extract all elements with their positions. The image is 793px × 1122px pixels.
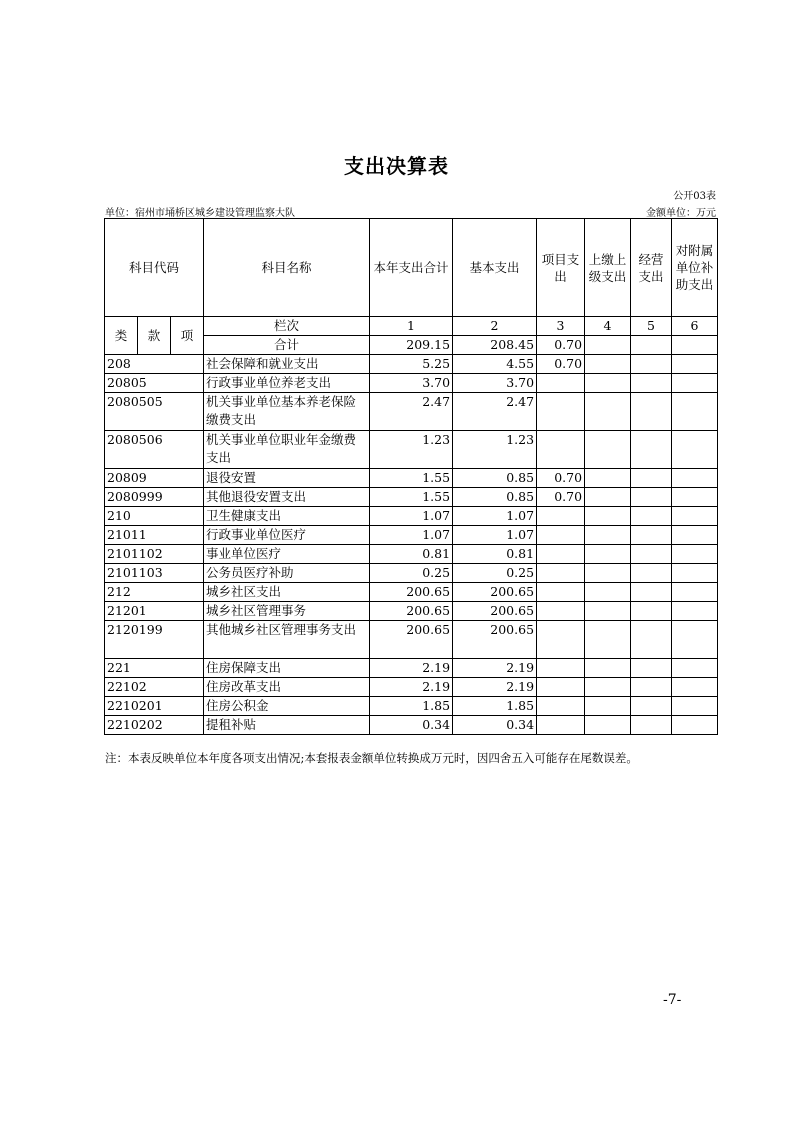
row-subsidy — [672, 431, 718, 469]
col-number-6: 6 — [672, 317, 718, 336]
row-code: 21011 — [105, 526, 204, 545]
row-subsidy — [672, 564, 718, 583]
row-business — [631, 488, 672, 507]
row-upper — [585, 678, 631, 697]
table-row — [105, 507, 718, 526]
row-name: 公务员医疗补助 — [204, 564, 370, 583]
total-total: 209.15 — [370, 336, 453, 355]
row-basic: 0.25 — [453, 564, 537, 583]
row-subsidy — [672, 507, 718, 526]
row-basic: 200.65 — [453, 583, 537, 602]
row-subsidy — [672, 583, 718, 602]
row-subsidy — [672, 621, 718, 659]
row-code: 22102 — [105, 678, 204, 697]
row-subsidy — [672, 488, 718, 507]
row-project — [537, 697, 585, 716]
row-basic: 2.19 — [453, 659, 537, 678]
table-row — [105, 545, 718, 564]
table-row — [105, 469, 718, 488]
row-project: 0.70 — [537, 469, 585, 488]
total-subsidy — [672, 336, 718, 355]
row-project — [537, 602, 585, 621]
row-name: 住房改革支出 — [204, 678, 370, 697]
row-name: 住房保障支出 — [204, 659, 370, 678]
table-row — [105, 393, 718, 431]
total-business — [631, 336, 672, 355]
row-business — [631, 716, 672, 735]
row-business — [631, 602, 672, 621]
row-code: 221 — [105, 659, 204, 678]
row-project — [537, 621, 585, 659]
row-basic: 3.70 — [453, 374, 537, 393]
header-business: 经营支出 — [631, 219, 672, 317]
row-project — [537, 678, 585, 697]
row-code: 20809 — [105, 469, 204, 488]
table-row — [105, 697, 718, 716]
row-basic: 200.65 — [453, 602, 537, 621]
row-name: 其他退役安置支出 — [204, 488, 370, 507]
row-name: 行政事业单位养老支出 — [204, 374, 370, 393]
page-title: 支出决算表 — [344, 154, 449, 178]
row-basic: 0.85 — [453, 488, 537, 507]
row-upper — [585, 621, 631, 659]
row-subsidy — [672, 716, 718, 735]
row-upper — [585, 431, 631, 469]
table-row — [105, 716, 718, 735]
row-upper — [585, 659, 631, 678]
header-total: 本年支出合计 — [370, 219, 453, 317]
row-total: 0.25 — [370, 564, 453, 583]
row-code: 2080505 — [105, 393, 204, 431]
row-project — [537, 659, 585, 678]
row-code: 2080999 — [105, 488, 204, 507]
header-basic: 基本支出 — [453, 219, 537, 317]
row-basic: 1.07 — [453, 507, 537, 526]
header-lanci: 栏次 — [204, 317, 370, 336]
row-code: 212 — [105, 583, 204, 602]
header-xiang: 项 — [171, 317, 204, 355]
row-name: 机关事业单位基本养老保险缴费支出 — [204, 393, 370, 431]
row-code: 2101102 — [105, 545, 204, 564]
row-business — [631, 659, 672, 678]
row-upper — [585, 583, 631, 602]
row-name: 提租补贴 — [204, 716, 370, 735]
row-upper — [585, 355, 631, 374]
row-code: 20805 — [105, 374, 204, 393]
row-upper — [585, 545, 631, 564]
row-subsidy — [672, 678, 718, 697]
header-lei: 类 — [105, 317, 138, 355]
amount-unit-label: 金额单位：万元 — [646, 208, 716, 219]
total-project: 0.70 — [537, 336, 585, 355]
row-basic: 0.34 — [453, 716, 537, 735]
row-business — [631, 355, 672, 374]
row-code: 2120199 — [105, 621, 204, 659]
header-upper: 上缴上级支出 — [585, 219, 631, 317]
table-row — [105, 564, 718, 583]
table-row — [105, 583, 718, 602]
row-business — [631, 526, 672, 545]
row-project — [537, 507, 585, 526]
header-code: 科目代码 — [105, 219, 204, 317]
row-project — [537, 564, 585, 583]
row-name: 机关事业单位职业年金缴费支出 — [204, 431, 370, 469]
table-row — [105, 678, 718, 697]
row-project — [537, 374, 585, 393]
row-total: 1.55 — [370, 469, 453, 488]
row-total: 0.34 — [370, 716, 453, 735]
row-name: 城乡社区管理事务 — [204, 602, 370, 621]
row-basic: 1.23 — [453, 431, 537, 469]
row-subsidy — [672, 602, 718, 621]
row-business — [631, 469, 672, 488]
col-number-2: 2 — [453, 317, 537, 336]
row-total: 1.07 — [370, 526, 453, 545]
row-basic: 1.85 — [453, 697, 537, 716]
table-row — [105, 621, 718, 659]
table-row — [105, 659, 718, 678]
row-business — [631, 374, 672, 393]
table-row — [105, 374, 718, 393]
row-upper — [585, 488, 631, 507]
table-row — [105, 431, 718, 469]
row-name: 卫生健康支出 — [204, 507, 370, 526]
row-subsidy — [672, 526, 718, 545]
row-business — [631, 507, 672, 526]
row-project — [537, 545, 585, 564]
row-total: 1.55 — [370, 488, 453, 507]
total-label: 合计 — [204, 336, 370, 355]
row-basic: 1.07 — [453, 526, 537, 545]
row-subsidy — [672, 659, 718, 678]
row-upper — [585, 374, 631, 393]
table-row — [105, 526, 718, 545]
row-basic: 4.55 — [453, 355, 537, 374]
header-subsidy: 对附属单位补助支出 — [672, 219, 718, 317]
row-upper — [585, 564, 631, 583]
page-number: -7- — [663, 992, 682, 1008]
row-business — [631, 564, 672, 583]
col-number-5: 5 — [631, 317, 672, 336]
row-total: 1.85 — [370, 697, 453, 716]
row-total: 1.07 — [370, 507, 453, 526]
row-total: 200.65 — [370, 602, 453, 621]
footnote: 注：本表反映单位本年度各项支出情况;本套报表金额单位转换成万元时，因四舍五入可能存在尾数误差。 — [105, 751, 638, 765]
row-upper — [585, 469, 631, 488]
header-kuan: 款 — [138, 317, 171, 355]
row-name: 城乡社区支出 — [204, 583, 370, 602]
row-business — [631, 545, 672, 564]
row-basic: 0.85 — [453, 469, 537, 488]
row-project — [537, 431, 585, 469]
total-basic: 208.45 — [453, 336, 537, 355]
row-total: 1.23 — [370, 431, 453, 469]
row-subsidy — [672, 393, 718, 431]
col-number-1: 1 — [370, 317, 453, 336]
row-project: 0.70 — [537, 488, 585, 507]
header-name: 科目名称 — [204, 219, 370, 317]
row-code: 2210202 — [105, 716, 204, 735]
row-project — [537, 393, 585, 431]
row-name: 其他城乡社区管理事务支出 — [204, 621, 370, 659]
row-total: 0.81 — [370, 545, 453, 564]
unit-label: 单位：宿州市埇桥区城乡建设管理监察大队 — [105, 208, 295, 219]
total-upper — [585, 336, 631, 355]
row-total: 3.70 — [370, 374, 453, 393]
row-upper — [585, 602, 631, 621]
row-business — [631, 583, 672, 602]
row-project: 0.70 — [537, 355, 585, 374]
row-name: 行政事业单位医疗 — [204, 526, 370, 545]
row-upper — [585, 697, 631, 716]
row-basic: 0.81 — [453, 545, 537, 564]
row-code: 210 — [105, 507, 204, 526]
row-code: 2101103 — [105, 564, 204, 583]
row-basic: 200.65 — [453, 621, 537, 659]
row-name: 事业单位医疗 — [204, 545, 370, 564]
row-total: 2.47 — [370, 393, 453, 431]
row-code: 208 — [105, 355, 204, 374]
row-name: 退役安置 — [204, 469, 370, 488]
row-subsidy — [672, 469, 718, 488]
row-business — [631, 431, 672, 469]
row-upper — [585, 716, 631, 735]
row-total: 5.25 — [370, 355, 453, 374]
row-upper — [585, 507, 631, 526]
row-project — [537, 526, 585, 545]
row-basic: 2.19 — [453, 678, 537, 697]
row-upper — [585, 393, 631, 431]
row-code: 2210201 — [105, 697, 204, 716]
row-name: 住房公积金 — [204, 697, 370, 716]
row-basic: 2.47 — [453, 393, 537, 431]
row-code: 2080506 — [105, 431, 204, 469]
table-row — [105, 488, 718, 507]
row-total: 200.65 — [370, 583, 453, 602]
header-project: 项目支出 — [537, 219, 585, 317]
row-name: 社会保障和就业支出 — [204, 355, 370, 374]
row-subsidy — [672, 545, 718, 564]
table-row — [105, 355, 718, 374]
row-business — [631, 697, 672, 716]
row-business — [631, 678, 672, 697]
col-number-4: 4 — [585, 317, 631, 336]
row-project — [537, 583, 585, 602]
row-subsidy — [672, 355, 718, 374]
row-total: 200.65 — [370, 621, 453, 659]
row-total: 2.19 — [370, 659, 453, 678]
table-row — [105, 602, 718, 621]
row-code: 21201 — [105, 602, 204, 621]
col-number-3: 3 — [537, 317, 585, 336]
row-business — [631, 393, 672, 431]
expenditure-table — [104, 218, 718, 735]
row-subsidy — [672, 374, 718, 393]
row-business — [631, 621, 672, 659]
row-upper — [585, 526, 631, 545]
row-total: 2.19 — [370, 678, 453, 697]
table-number: 公开03表 — [673, 191, 716, 202]
row-project — [537, 716, 585, 735]
row-subsidy — [672, 697, 718, 716]
